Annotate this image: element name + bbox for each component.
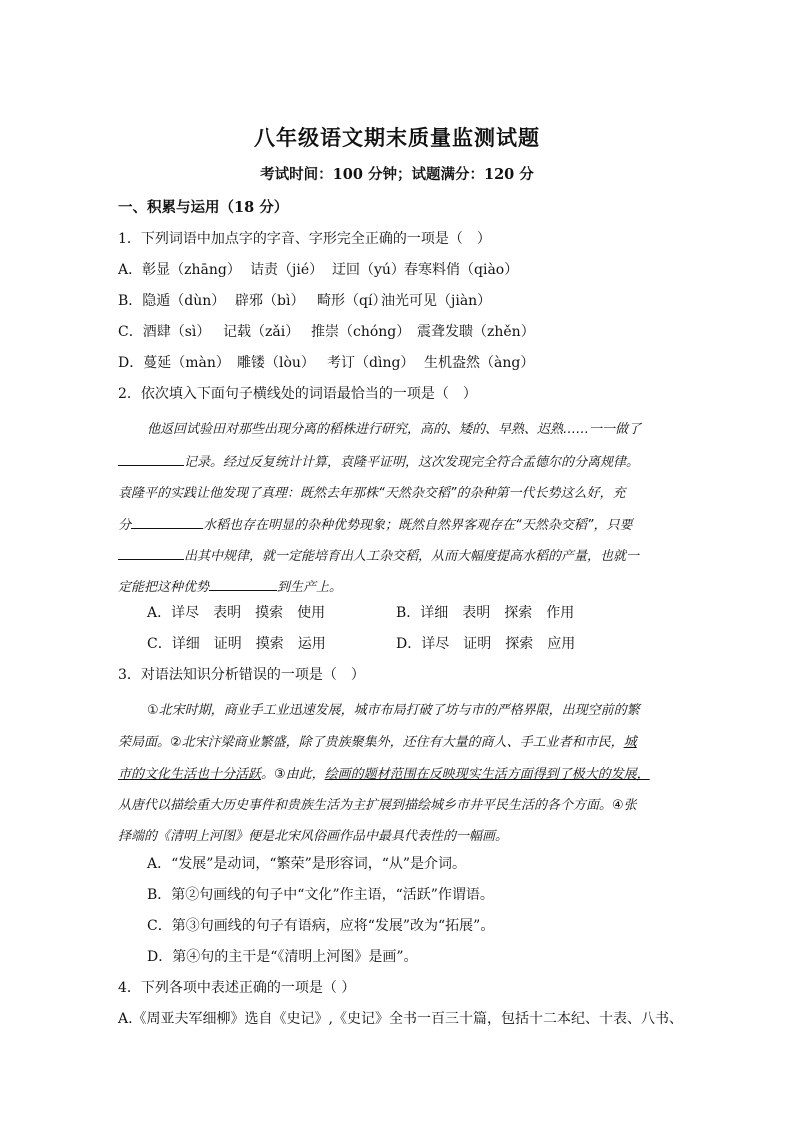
q2-passage-text: 出其中规律，就一定能培育出人工杂交稻，从而大幅度提高水稻的产量，也就一 — [184, 549, 640, 564]
q1-c-word4: 震聋发聩（zhěn） — [417, 324, 535, 340]
exam-info: 考试时间：100 分钟；试题满分：120 分 — [260, 166, 534, 183]
q1-c-word1: C．酒肆（sì） — [118, 324, 211, 340]
q1-option-d — [118, 352, 534, 372]
q1-d-word2: 雕镂（lòu） — [237, 355, 315, 371]
q2-passage-text: 定能把这种优势 — [118, 580, 210, 595]
q3-option-d: D．第④句的主干是“《清明上河图》是画”。 — [147, 949, 418, 965]
q3-option-b: B．第②句画线的句子中“文化”作主语，“活跃”作谓语。 — [147, 887, 494, 903]
q1-a-word2: 诘责（jié） — [250, 262, 324, 278]
blank-3 — [118, 547, 184, 560]
q2-passage-line-6 — [118, 576, 678, 595]
q3-underlined-text: 市的文化生活也十分活跃 — [118, 767, 262, 782]
q1-c-word2: 记载（zǎi） — [223, 324, 300, 340]
section-heading: 一、积累与运用（18 分） — [118, 199, 289, 216]
q2-passage-text: 水稻也存在明显的杂种优势现象；既然自然界客观存在“天然杂交稻”，只要 — [203, 518, 633, 533]
q3-passage-line-5: 择端的《清明上河图》便是北宋风俗画作品中最具代表性的一幅画。 — [118, 829, 509, 844]
q2-passage-line-3: 袁隆平的实践让他发现了真理：既然去年那株“天然杂交稻”的杂种第一代长势这么好，充 — [118, 486, 626, 501]
q1-d-word1: D．蔓延（màn） — [118, 355, 230, 371]
q2-passage-line-2 — [118, 451, 678, 470]
blank-4 — [209, 578, 277, 591]
q3-option-a: A．“发展”是动词，“繁荣”是形容词，“从”是介词。 — [147, 856, 467, 872]
q2-passage-text: 到生产上。 — [277, 580, 343, 595]
q2-passage-text: 记录。经过反复统计计算，袁隆平证明，这次发现完全符合孟德尔的分离规律。 — [184, 455, 640, 470]
q2-passage-line-4 — [118, 514, 678, 533]
q2-option-b: B．详细 表明 探索 作用 — [396, 605, 575, 621]
question-4-stem: 4．下列各项中表述正确的一项是（ ） — [118, 980, 356, 996]
q3-passage-line-1: ①北宋时期，商业手工业迅速发展，城市布局打破了坊与市的严格界限，出现空前的繁 — [147, 703, 640, 718]
q2-option-d: D．详尽 证明 探索 应用 — [396, 636, 576, 652]
q1-option-b — [118, 290, 491, 310]
q3-passage-line-2 — [118, 731, 678, 750]
q1-option-c — [118, 321, 535, 341]
q1-c-word3: 推崇（chóng） — [311, 324, 411, 340]
q3-passage-text: 。③由此， — [261, 767, 325, 782]
q1-a-word4: 春寒料俏（qiào） — [404, 262, 519, 278]
q2-passage-line-1: 他返回试验田对那些出现分离的稻株进行研究，高的、矮的、早熟、迟熟……一一做了 — [147, 422, 642, 437]
q2-passage-line-5 — [118, 545, 678, 564]
q3-passage-line-4: 从唐代以描绘重大历史事件和贵族生活为主扩展到描绘城乡市井平民生活的各个方面。④张 — [118, 798, 637, 813]
question-1-stem: 1．下列词语中加点字的字音、字形完全正确的一项是（ ） — [118, 231, 491, 247]
q1-d-word4: 生机盎然（àng） — [424, 355, 535, 371]
page-title: 八年级语文期末质量监测试题 — [254, 125, 540, 150]
q3-passage-text: 荣局面。②北宋汴梁商业繁盛，除了贵族聚集外，还住有大量的商人、手工业者和市民， — [118, 735, 624, 750]
q4-option-a: A.《周亚夫军细柳》选自《史记》,《史记》全书一百三十篇，包括十二本纪、十表、八书、 — [118, 1011, 684, 1027]
q1-d-word3: 考订（dìng） — [327, 355, 415, 371]
blank-1 — [118, 453, 184, 466]
q1-b-word2: 辟邪（bì） — [235, 293, 305, 309]
q1-b-word4: 油光可见（jiàn） — [381, 293, 492, 309]
q3-underlined-text: 绘画的题材范围在反映现实生活方面得到了极大的发展， — [324, 767, 650, 782]
q2-passage-text: 分 — [118, 518, 132, 533]
q1-option-a — [118, 259, 518, 279]
q3-option-c: C．第③句画线的句子有语病，应将“发展”改为“拓展”。 — [147, 918, 495, 934]
question-3-stem: 3．对语法知识分析错误的一项是（ ） — [118, 667, 365, 683]
q2-option-a: A．详尽 表明 摸索 使用 — [147, 605, 326, 621]
q1-a-word1: A．彰显（zhāng） — [118, 262, 241, 278]
q1-b-word3: 畸形（qí） — [317, 293, 387, 309]
q2-option-c: C．详细 证明 摸索 运用 — [147, 636, 326, 652]
q1-b-word1: B．隐遁（dùn） — [118, 293, 226, 309]
question-2-stem: 2．依次填入下面句子横线处的词语最恰当的一项是（ ） — [118, 386, 477, 402]
q3-underlined-text: 城 — [623, 735, 637, 750]
q3-passage-line-3 — [118, 763, 678, 782]
blank-2 — [131, 516, 203, 529]
q1-a-word3: 迂回（yú） — [332, 262, 405, 278]
